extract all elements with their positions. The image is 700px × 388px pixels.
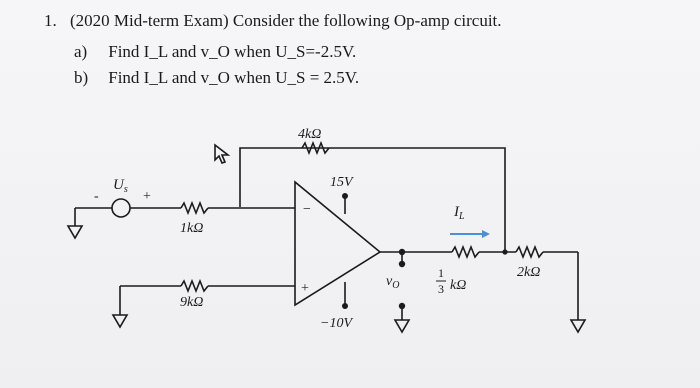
ground-symbol-output [395,320,409,332]
input-resistor [181,203,208,213]
part-a-letter: a) [74,42,88,61]
voltage-source [112,199,130,217]
part-b-text: Find I_L and v_O when U_S = 2.5V. [108,68,360,87]
supply-neg-dot [342,303,348,309]
ground-symbol-plus [113,315,127,327]
load-resistor [452,247,479,257]
part-a-text: Find I_L and v_O when U_S=-2.5V. [108,42,357,61]
load-resistor-numerator: 1 [438,266,444,280]
vo-top-dot [399,261,405,267]
load-resistor-unit: kΩ [450,278,467,293]
ground-symbol-source [68,226,82,238]
feedback-junction-dot [502,249,507,254]
source-plus: + [143,189,151,204]
cursor-icon [215,145,228,163]
ground-resistor-label: 9kΩ [180,295,204,310]
output-resistor-label: 2kΩ [517,265,541,280]
ground-symbol-load [571,320,585,332]
question-number: 1. [44,11,57,30]
vo-bottom-dot [399,303,405,309]
supply-positive-label: 15V [330,175,353,190]
question-title: (2020 Mid-term Exam) Consider the following Op-amp circuit. [70,11,502,30]
feedback-wire [240,148,505,252]
part-b-letter: b) [74,68,89,87]
supply-pos-dot [342,193,348,199]
ground-resistor [181,281,208,291]
supply-negative-label: −10V [320,316,352,331]
output-voltage-label: $v_O$ [386,274,400,291]
output-node-dot [399,249,405,255]
feedback-resistor-label: 4kΩ [298,127,322,142]
source-label: $U_s$ [113,177,128,195]
opamp-plus-terminal: + [301,281,309,296]
current-arrowhead [482,230,490,238]
output-resistor [516,247,543,257]
source-minus: - [94,189,99,204]
load-resistor-denominator: 3 [438,282,444,296]
opamp-minus-terminal: − [303,202,311,217]
current-label: $I_L$ [454,204,465,222]
input-resistor-label: 1kΩ [180,221,204,236]
